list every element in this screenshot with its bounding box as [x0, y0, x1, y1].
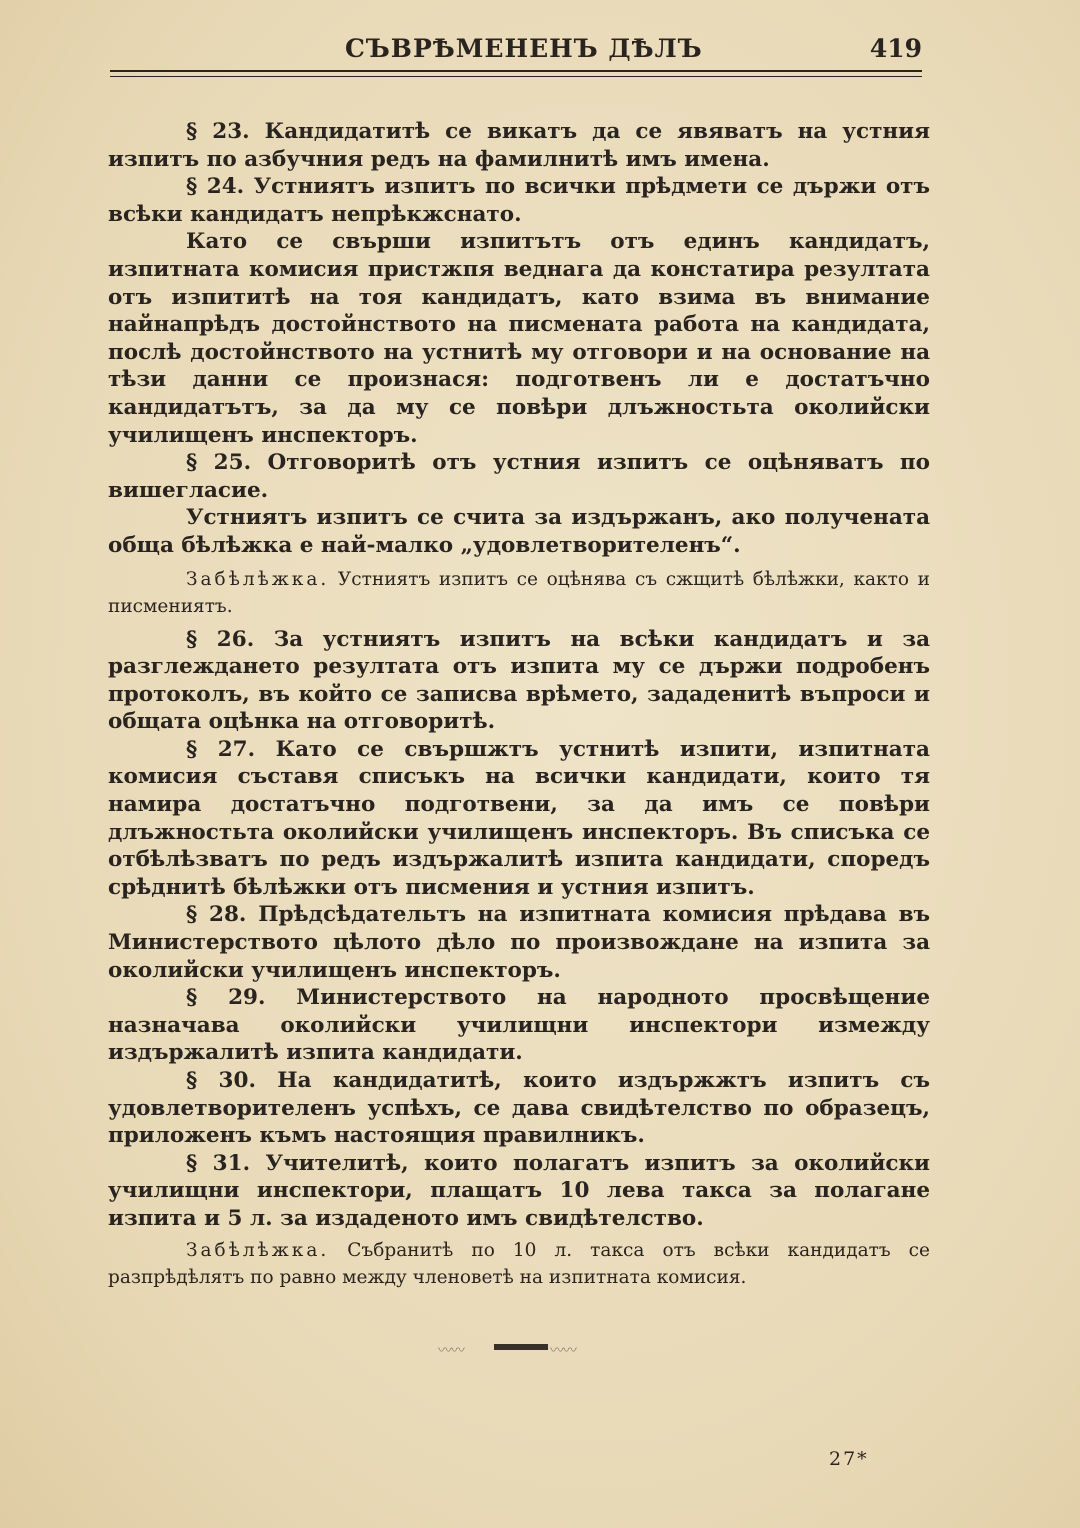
ornament-wave-left: 〰〰 [438, 1343, 464, 1359]
printer-signature: 27* [829, 1448, 869, 1470]
paragraph-24: § 24. Устниятъ изпитъ по всички прѣдмети се държи отъ всѣки кандидатъ непрѣкжснато. [108, 174, 930, 227]
note-lead: Забѣлѣжка. [186, 568, 330, 590]
ornament-bar [494, 1344, 548, 1350]
running-header [110, 30, 922, 70]
paragraph-30: § 30. На кандидатитѣ, които издържжтъ изпитъ съ удовлетворителенъ успѣхъ, се дава свидѣтелство по образецъ, приложенъ къмъ настоящия правилникъ. [108, 1068, 930, 1149]
header-rule-thin [110, 76, 922, 77]
page-number: 419 [869, 34, 922, 63]
paragraph-24-cont: Като се свърши изпитътъ отъ единъ кандидатъ, изпитната комисия пристжпя веднага да констатира резултата отъ изпититѣ на тоя кандидатъ, като взима въ внимание найнапрѣдъ достойнството на писмената работа на кандидата, послѣ достойнството на устнитѣ му отговори и на основание на тѣзи данни се произнася: подготвенъ ли е достатъчно кандидатътъ, за да му се повѣри длъжностьта околийски училищенъ инспекторъ. [108, 229, 930, 448]
page-body [108, 118, 930, 1297]
paragraph-31: § 31. Учителитѣ, които полагатъ изпитъ за околийски училищни инспектори, плащатъ 10 лева такса за полагане изпита и 5 л. за издаденото имъ свидѣтелство. [108, 1150, 930, 1231]
paragraph-28: § 28. Прѣдсѣдательтъ на изпитната комисия прѣдава въ Министерството цѣлото дѣло по произвождане на изпита за околийски училищенъ инспекторъ. [108, 902, 930, 983]
paragraph-25-cont: Устниятъ изпитъ се счита за издържанъ, ако получената обща бѣлѣжка е най-малко „удовлетворителенъ“. [108, 505, 930, 558]
note-1 [108, 566, 930, 620]
paragraph-23: § 23. Кандидатитѣ се викатъ да се явяватъ на устния изпитъ по азбучния редъ на фамилнитѣ имъ имена. [108, 119, 930, 172]
paragraph-25: § 25. Отговоритѣ отъ устния изпитъ се оцѣняватъ по вишегласие. [108, 450, 930, 503]
header-rule-thick [110, 70, 922, 72]
note-text: Събранитѣ по 10 л. такса отъ всѣки кандидатъ се разпрѣдѣлятъ по равно между членоветѣ на изпитната комисия. [108, 1239, 930, 1288]
note-text: Устниятъ изпитъ се оцѣнява съ сжщитѣ бѣлѣжки, както и писмениятъ. [108, 568, 930, 617]
ornament-wave-right: 〰〰 [550, 1343, 576, 1359]
paragraph-29: § 29. Министерството на народното просвѣщение назначава околийски училищни инспектори измежду издържалитѣ изпита кандидати. [108, 985, 930, 1066]
paragraph-26: § 26. За устниятъ изпитъ на всѣки кандидатъ и за разглеждането резултата отъ изпита му се държи подробенъ протоколъ, въ който се записва врѣмето, зададенитѣ въпроси и общата оцѣнка на отговоритѣ. [108, 626, 930, 735]
paragraph-27: § 27. Като се свършжтъ устнитѣ изпити, изпитната комисия съставя списъкъ на всички кандидати, които тя намира достатъчно подготвени, за да имъ се повѣри длъжностьта околийски училищенъ инспекторъ. Въ списъка се отбѣлѣзватъ по редъ издържалитѣ изпита кандидати, споредъ срѣднитѣ бѣлѣжки отъ писмения и устния изпитъ. [108, 736, 930, 900]
note-lead: Забѣлѣжка. [186, 1239, 330, 1261]
note-2 [108, 1237, 930, 1291]
section-end-ornament [438, 1340, 608, 1359]
page-title: СЪВРѢМЕНЕНЪ ДѢЛЪ [345, 34, 703, 63]
